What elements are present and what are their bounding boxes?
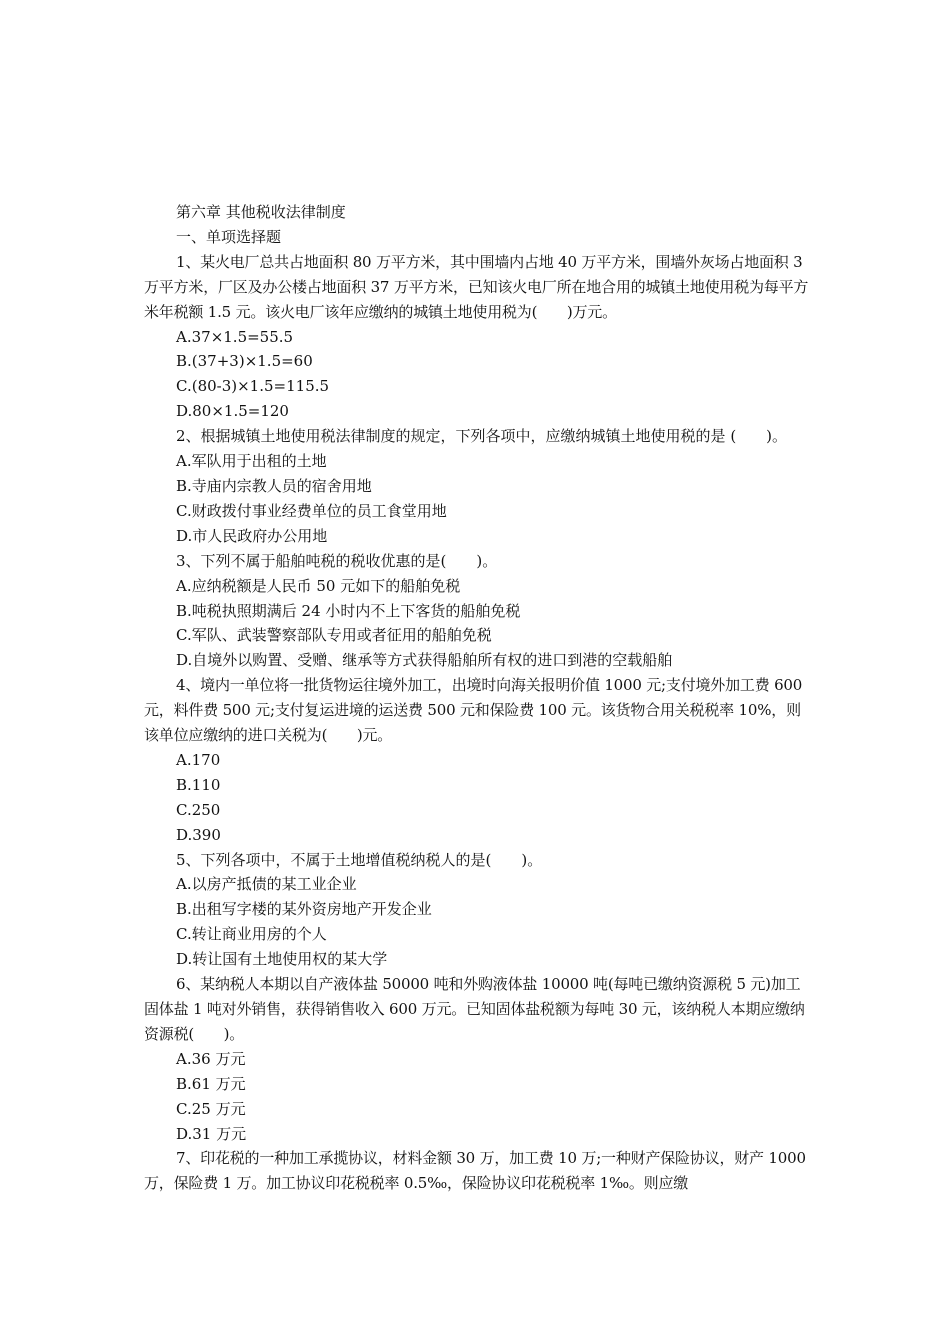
option-a: A.应纳税额是人民币 50 元如下的船舶免税 (176, 576, 461, 595)
option-a: A.170 (176, 750, 221, 769)
option-a: A.36 万元 (176, 1049, 246, 1068)
question-7 (144, 1146, 812, 1196)
question-stem: 5、下列各项中，不属于土地增值税纳税人的是( )。 (176, 850, 543, 869)
question-2 (144, 424, 812, 549)
option-a: A.军队用于出租的土地 (176, 452, 327, 471)
option-c: C.转让商业用房的个人 (176, 925, 327, 944)
option-d: D.390 (176, 825, 221, 844)
option-d: D.80×1.5=120 (176, 402, 289, 421)
option-c: C.军队、武装警察部队专用或者征用的船舶免税 (176, 626, 492, 645)
question-stem: 4、境内一单位将一批货物运往境外加工，出境时向海关报明价值 1000 元;支付境外加工费 600 元，料件费 500 元;支付复运进境的运送费 500 元和保险费 100 元。该货物合用关税税率 10%，则该单位应缴纳的进口关税为( )元。 (144, 676, 803, 745)
option-b: B.吨税执照期满后 24 小时内不上下客货的船舶免税 (176, 601, 521, 620)
question-stem: 1、某火电厂总共占地面积 80 万平方米，其中围墙内占地 40 万平方米，围墙外灰场占地面积 3 万平方米，厂区及办公楼占地面积 37 万平方米，已知该火电厂所在地合用的城镇土地使用税为每平方米年税额 1.5 元。该火电厂该年应缴纳的城镇土地使用税为( )万元。 (144, 252, 809, 321)
question-4 (144, 673, 812, 847)
option-b: B.(37+3)×1.5=60 (176, 352, 313, 371)
section-title: 一、单项选择题 (176, 227, 282, 246)
option-a: A.37×1.5=55.5 (176, 327, 294, 346)
question-3 (144, 549, 812, 674)
option-c: C.财政拨付事业经费单位的员工食堂用地 (176, 501, 447, 520)
document-body (144, 200, 812, 1196)
option-d: D.自境外以购置、受赠、继承等方式获得船舶所有权的进口到港的空载船舶 (176, 651, 673, 670)
option-d: D.31 万元 (176, 1124, 247, 1143)
question-stem: 2、根据城镇土地使用税法律制度的规定，下列各项中，应缴纳城镇土地使用税的是 ( )。 (176, 427, 788, 446)
chapter-title: 第六章 其他税收法律制度 (176, 203, 346, 221)
option-b: B.61 万元 (176, 1074, 246, 1093)
question-1 (144, 250, 812, 424)
option-b: B.110 (176, 775, 221, 794)
question-stem: 7、印花税的一种加工承揽协议，材料金额 30 万，加工费 10 万;一种财产保险协议，财产 1000 万，保险费 1 万。加工协议印花税税率 0.5‰，保险协议印花税税率 1‰。则应缴 (144, 1149, 806, 1193)
option-c: C.(80-3)×1.5=115.5 (176, 377, 330, 396)
question-stem: 3、下列不属于船舶吨税的税收优惠的是( )。 (176, 551, 498, 570)
option-b: B.寺庙内宗教人员的宿舍用地 (176, 476, 372, 495)
question-5 (144, 848, 812, 973)
option-c: C.25 万元 (176, 1099, 246, 1118)
question-stem: 6、某纳税人本期以自产液体盐 50000 吨和外购液体盐 10000 吨(每吨已缴纳资源税 5 元)加工固体盐 1 吨对外销售，获得销售收入 600 万元。已知固体盐税额为每吨 30 元，该纳税人本期应缴纳资源税( )。 (144, 975, 805, 1043)
option-c: C.250 (176, 800, 221, 819)
option-d: D.市人民政府办公用地 (176, 526, 328, 545)
option-b: B.出租写字楼的某外资房地产开发企业 (176, 900, 432, 919)
option-d: D.转让国有土地使用权的某大学 (176, 950, 388, 969)
option-a: A.以房产抵债的某工业企业 (176, 875, 357, 894)
question-6 (144, 972, 812, 1146)
